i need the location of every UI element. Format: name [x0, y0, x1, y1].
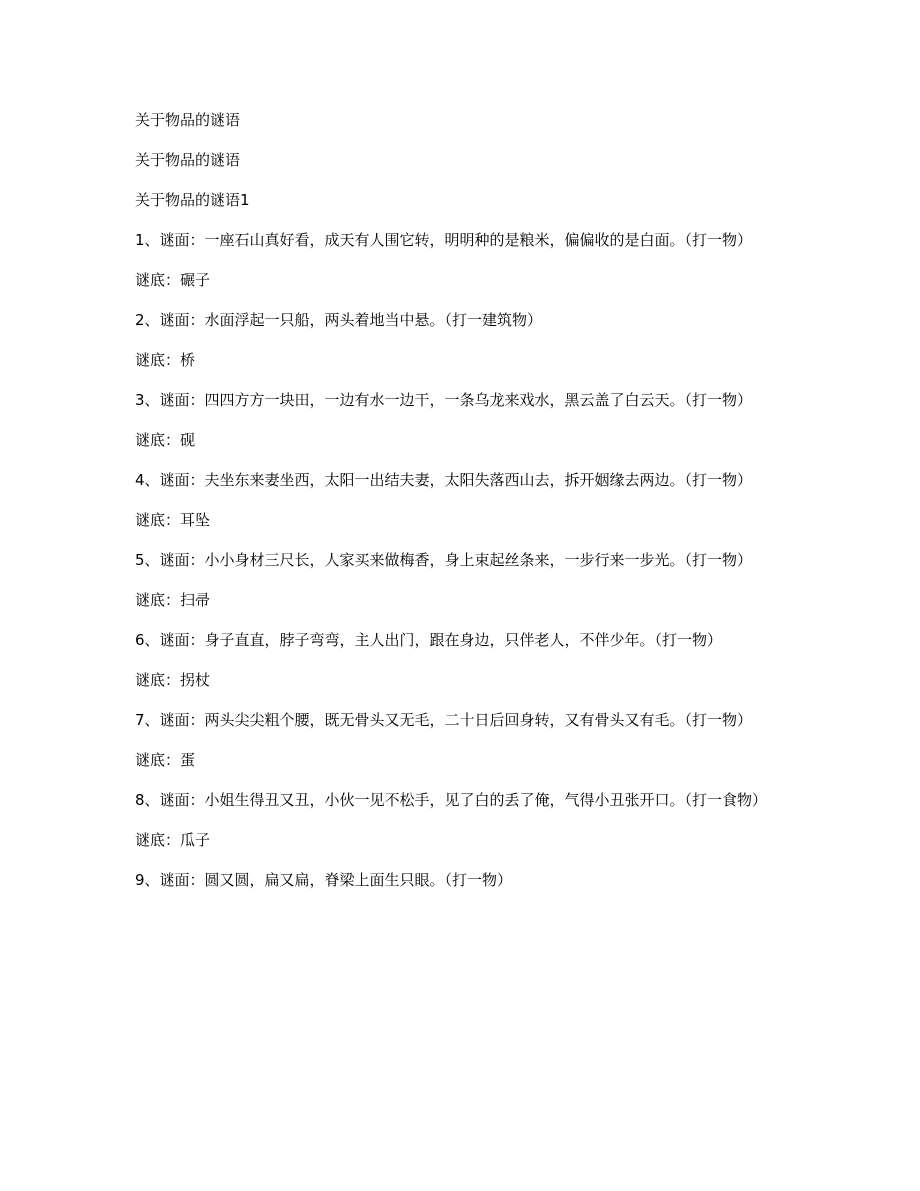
riddle-answer-7: 谜底：蛋 [135, 751, 196, 769]
riddle-answer-5: 谜底：扫帚 [135, 591, 211, 609]
riddle-question-9: 9、谜面：圆又圆，扁又扁，脊梁上面生只眼。（打一物） [135, 871, 513, 889]
riddle-question-1: 1、谜面：一座石山真好看，成天有人围它转，明明种的是粮米，偏偏收的是白面。（打一物） [135, 231, 753, 249]
riddle-answer-6: 谜底：拐杖 [135, 671, 211, 689]
riddle-answer-3: 谜底：砚 [135, 431, 196, 449]
riddle-question-6: 6、谜面：身子直直，脖子弯弯，主人出门，跟在身边，只伴老人，不伴少年。（打一物） [135, 631, 723, 649]
riddle-answer-4: 谜底：耳坠 [135, 511, 211, 529]
section-heading: 关于物品的谜语1 [135, 191, 250, 209]
document-body [135, 108, 780, 908]
riddle-question-5: 5、谜面：小小身材三尺长，人家买来做梅香，身上束起丝条来，一步行来一步光。（打一物） [135, 551, 753, 569]
riddle-question-8: 8、谜面：小姐生得丑又丑，小伙一见不松手，见了白的丢了俺，气得小丑张开口。（打一食物） [135, 791, 768, 809]
document-subtitle: 关于物品的谜语 [135, 151, 241, 169]
riddle-answer-1: 谜底：碾子 [135, 271, 211, 289]
riddle-answer-2: 谜底：桥 [135, 351, 196, 369]
riddle-question-3: 3、谜面：四四方方一块田，一边有水一边干，一条乌龙来戏水，黑云盖了白云天。（打一物） [135, 391, 753, 409]
riddle-question-4: 4、谜面：夫坐东来妻坐西，太阳一出结夫妻，太阳失落西山去，拆开姻缘去两边。（打一物） [135, 471, 753, 489]
riddle-question-2: 2、谜面：水面浮起一只船，两头着地当中悬。（打一建筑物） [135, 311, 543, 329]
riddle-answer-8: 谜底：瓜子 [135, 831, 211, 849]
riddle-question-7: 7、谜面：两头尖尖粗个腰，既无骨头又无毛，二十日后回身转，又有骨头又有毛。（打一物） [135, 711, 753, 729]
document-title: 关于物品的谜语 [135, 111, 241, 129]
